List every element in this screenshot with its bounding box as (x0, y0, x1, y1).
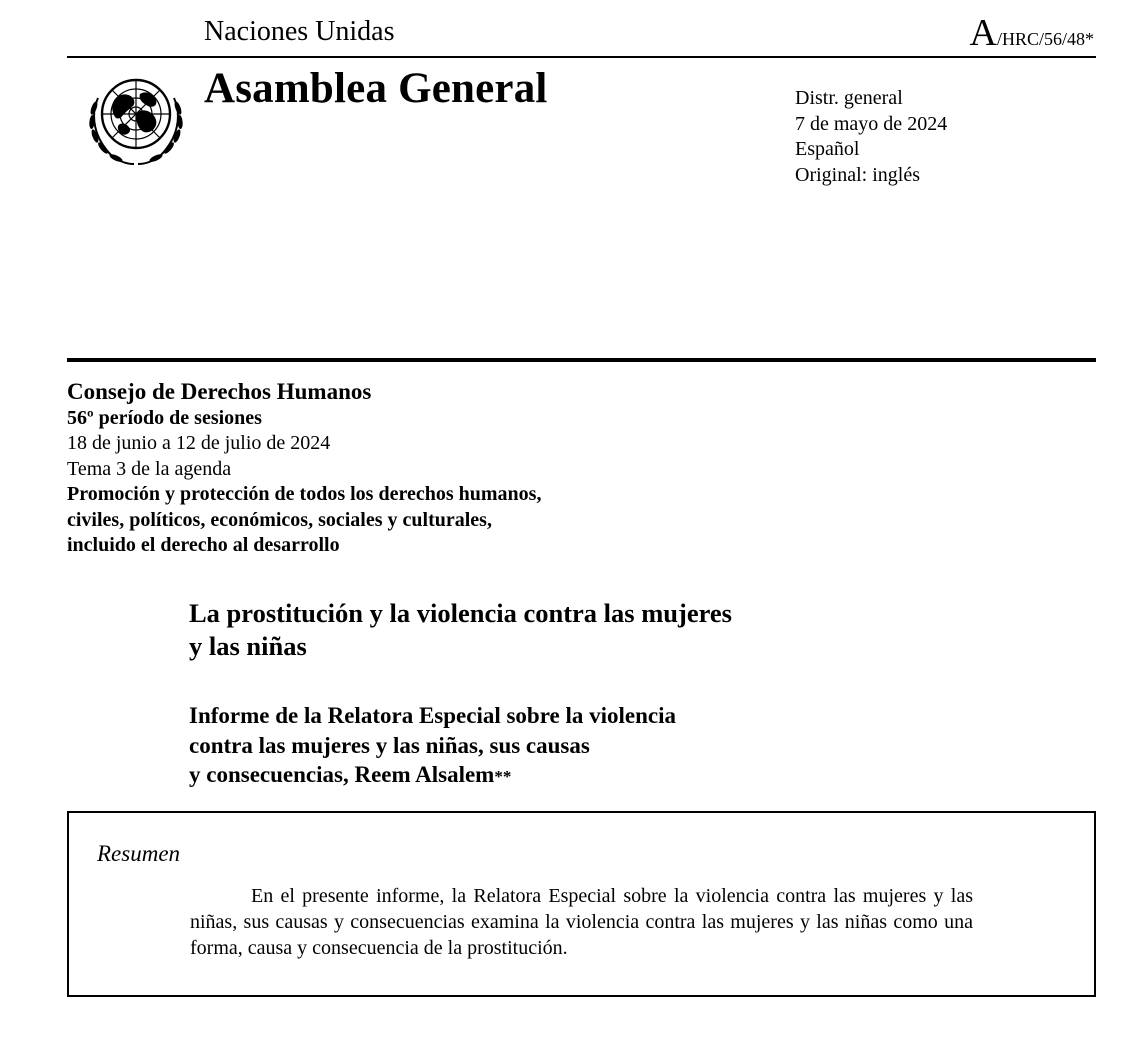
report-subtitle (189, 701, 809, 792)
organization-name: Naciones Unidas (204, 16, 395, 47)
report-title-line: La prostitución y la violencia contra las mujeres (189, 598, 732, 628)
summary-text (190, 883, 973, 961)
agenda-title-line: incluido el derecho al desarrollo (67, 534, 340, 557)
session-dates: 18 de junio a 12 de julio de 2024 (67, 432, 331, 455)
symbol-rest: /HRC/56/48* (996, 29, 1094, 49)
report-subtitle-line (189, 760, 809, 792)
agenda-item: Tema 3 de la agenda (67, 457, 232, 480)
footnote-mark: ** (494, 767, 512, 786)
report-subtitle-line: contra las mujeres y las niñas, sus causas (189, 732, 590, 758)
top-rule (67, 56, 1096, 58)
distribution-block (795, 86, 947, 189)
report-subtitle-line: Informe de la Relatora Especial sobre la violencia (189, 703, 676, 728)
distribution-date: 7 de mayo de 2024 (795, 112, 948, 135)
summary-box (67, 811, 1096, 997)
agenda-title-line: civiles, políticos, económicos, sociales y culturales, (67, 508, 492, 531)
summary-heading: Resumen (97, 841, 181, 866)
symbol-prefix: A (969, 12, 997, 54)
agenda-title-line: Promoción y protección de todos los derechos humanos, (67, 483, 542, 506)
assembly-title: Asamblea General (204, 65, 548, 112)
distribution-original: Original: inglés (795, 164, 920, 187)
section-rule (67, 358, 1096, 362)
un-emblem-icon (76, 68, 196, 170)
session-number: 56º período de sesiones (67, 407, 262, 429)
distribution-type: Distr. general (795, 87, 903, 109)
report-title (189, 597, 889, 662)
report-title-line: y las niñas (189, 630, 307, 661)
council-name: Consejo de Derechos Humanos (67, 379, 372, 404)
report-subtitle-text: y consecuencias, Reem Alsalem (189, 762, 495, 787)
distribution-language: Español (795, 138, 860, 161)
meeting-info (67, 378, 541, 558)
document-symbol (970, 14, 1094, 52)
summary-paragraph: En el presente informe, la Relatora Especial sobre la violencia contra las mujeres y las niñas, sus causas y consecuencias examina la violencia contra las mujeres y las niñas como una forma, causa y consecuencia de la prostitución. (190, 885, 973, 959)
